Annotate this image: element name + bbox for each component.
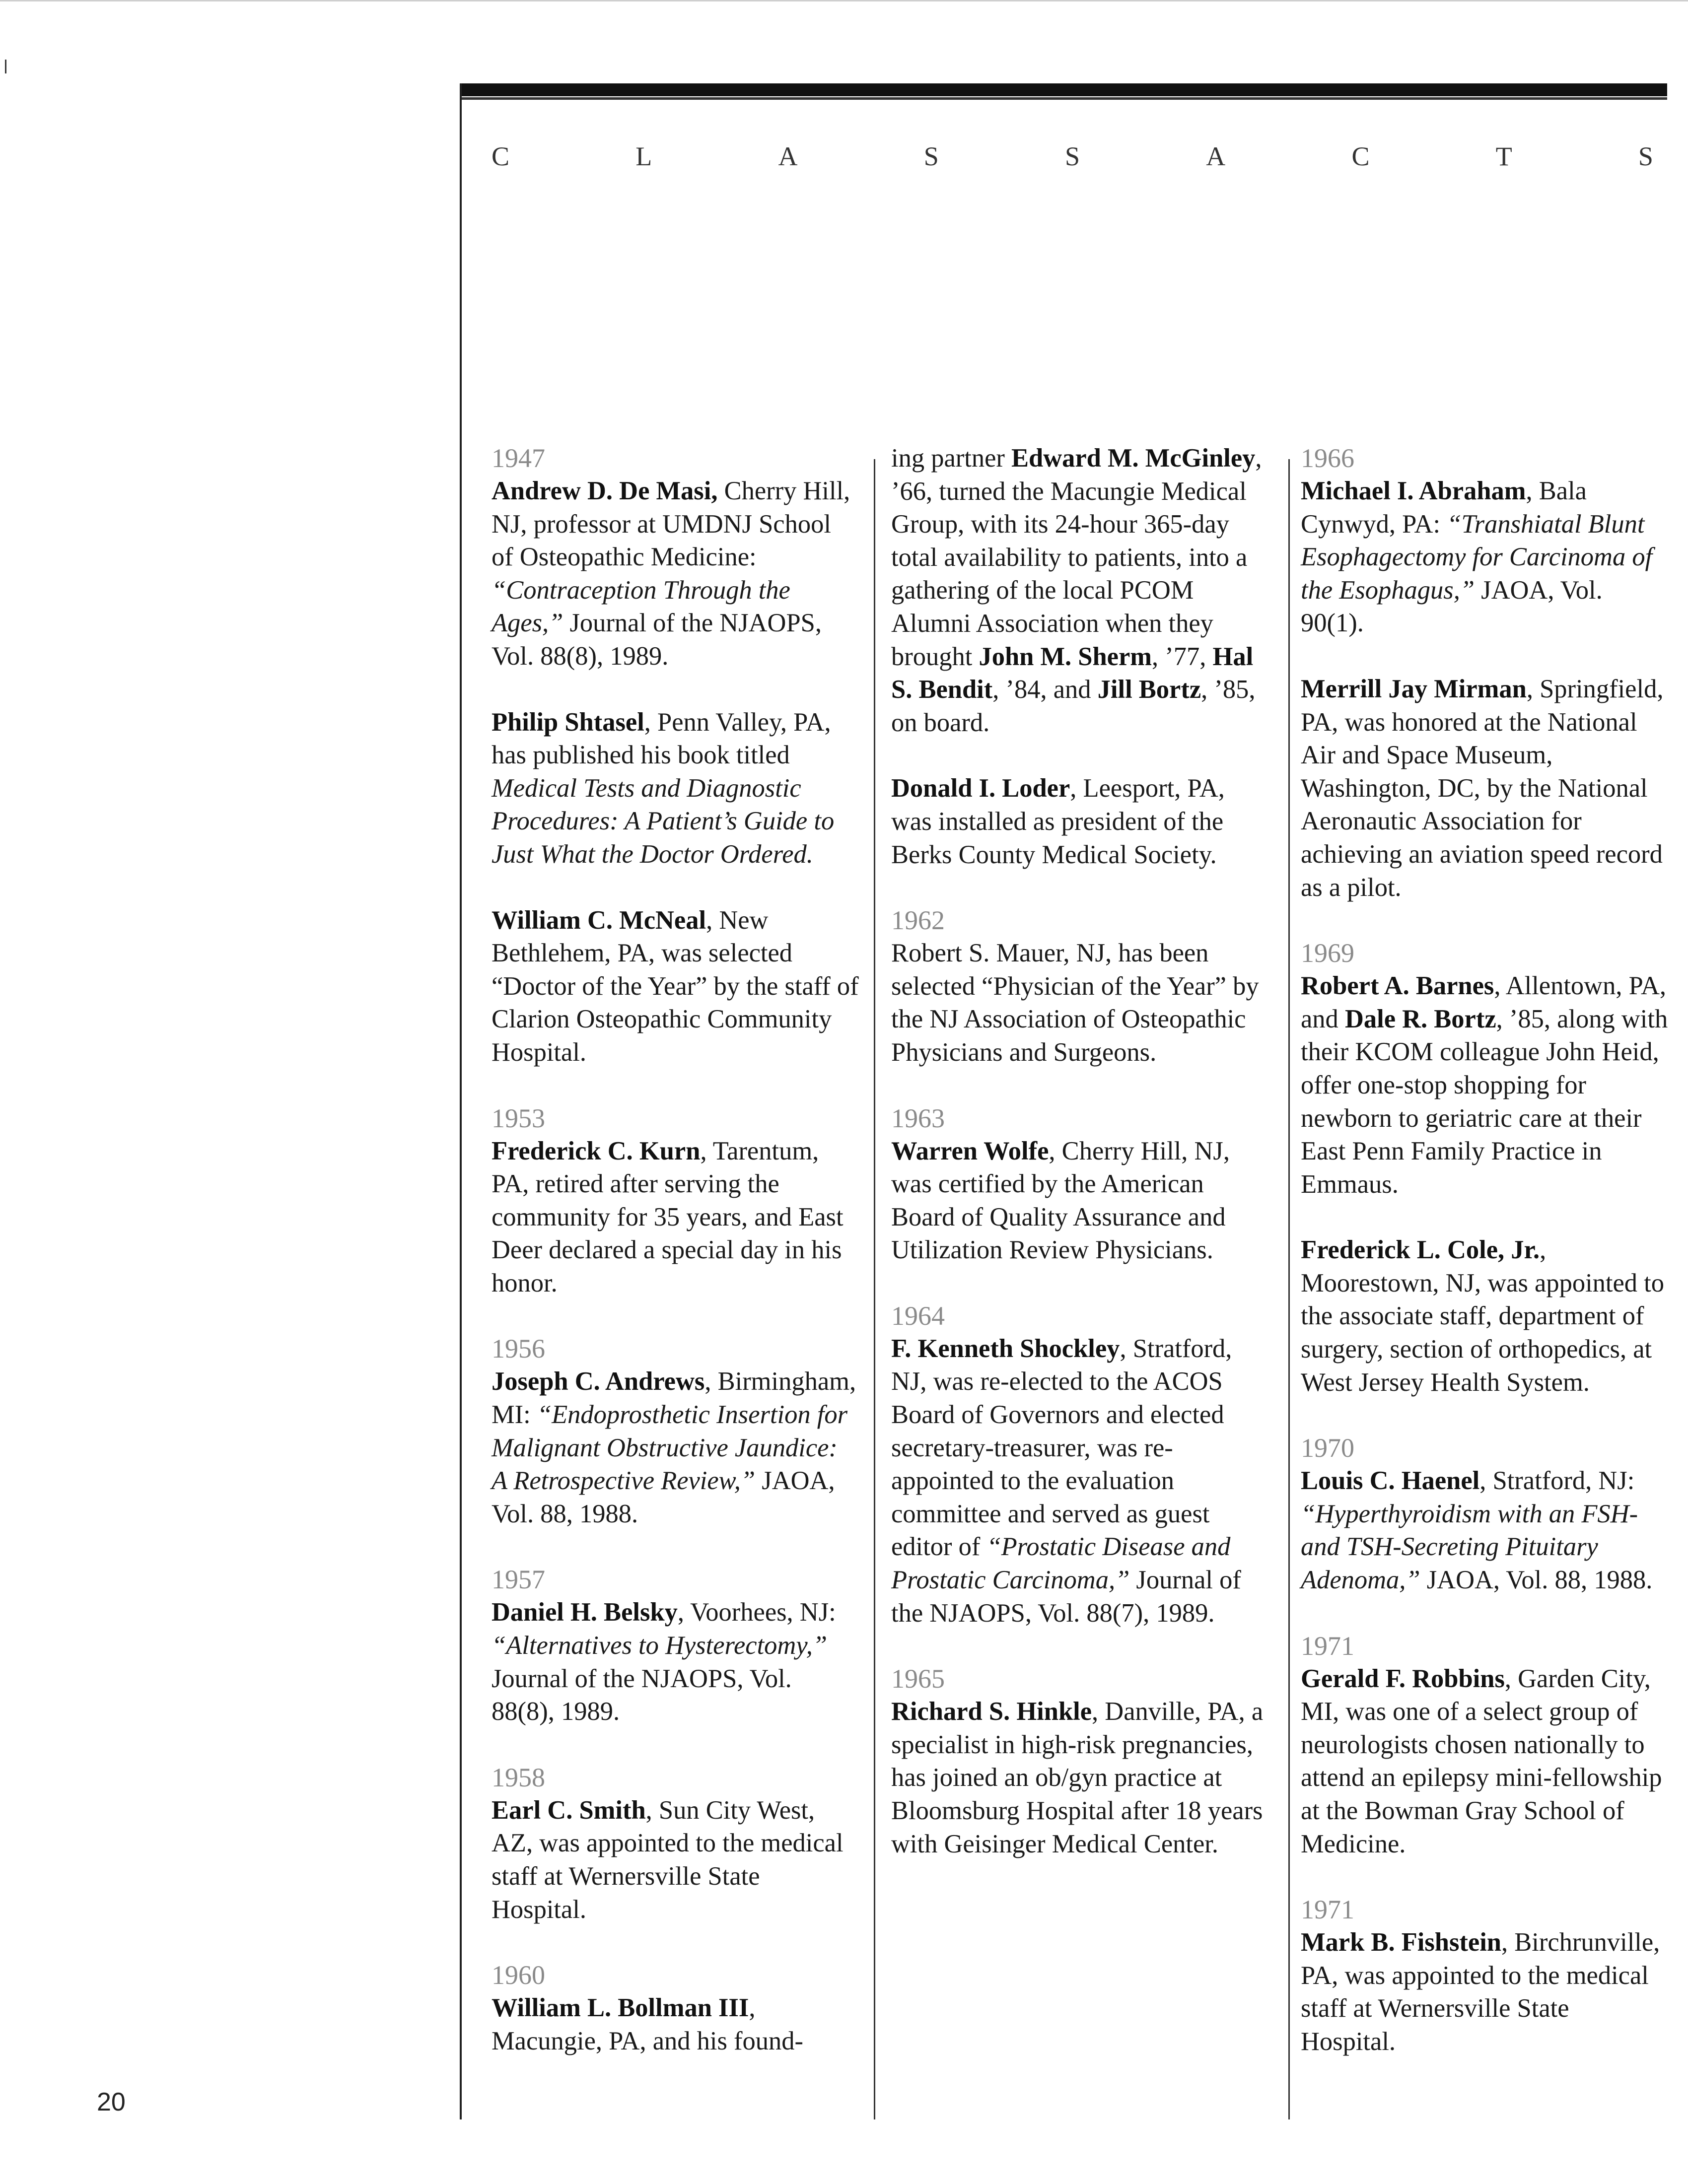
text-column-1 <box>492 442 859 2090</box>
class-note-entry <box>891 937 1268 1069</box>
alumnus-name: Andrew D. De Masi, <box>492 477 718 505</box>
text-column-3 <box>1301 442 1668 2091</box>
publication-title: “Alternatives to Hysterectomy,” <box>492 1631 828 1660</box>
class-year-heading: 1956 <box>492 1334 545 1364</box>
class-year-heading: 1969 <box>1301 938 1354 968</box>
class-note-entry <box>492 1794 859 1926</box>
header-rule <box>461 83 1667 96</box>
note-text: , Macungie, PA, and his found- <box>492 1993 804 2055</box>
heading-letter: A <box>778 141 798 171</box>
class-year-heading: 1958 <box>492 1762 545 1792</box>
heading-letter: C <box>1351 141 1370 171</box>
column-divider <box>874 459 875 2119</box>
class-year-heading: 1957 <box>492 1565 545 1595</box>
class-note-entry <box>1301 1233 1668 1399</box>
heading-letter: S <box>923 141 939 171</box>
class-note-entry <box>891 1135 1268 1267</box>
alumnus-name: Merrill Jay Mirman <box>1301 674 1527 703</box>
alumnus-name: Robert A. Barnes <box>1301 971 1494 1001</box>
heading-letter: C <box>492 141 510 171</box>
class-year-heading: 1970 <box>1301 1433 1354 1463</box>
class-note-entry <box>1301 1464 1668 1596</box>
note-text: , ’85, on board. <box>891 675 1256 737</box>
class-note-entry <box>891 442 1268 739</box>
note-text: , Danville, PA, a specialist in high-risk pregnancies, has joined an ob/gyn practice at Bloomsburg Hospital after 18 years with Geisinger Medical Center. <box>891 1697 1264 1858</box>
alumnus-name: Earl C. Smith <box>492 1795 646 1825</box>
top-edge-line <box>0 0 1688 1</box>
note-text: , Tarentum, PA, retired after serving the community for 35 years, and East Deer declared a special day in his honor. <box>492 1136 844 1297</box>
publication-title: “Contraception Through the Ages,” <box>492 575 790 638</box>
alumnus-name: Michael I. Abraham <box>1301 477 1526 505</box>
heading-letter: S <box>1638 141 1653 171</box>
alumnus-name: Mark B. Fishstein <box>1301 1928 1501 1957</box>
note-text: , Stratford, NJ, was re-elected to the ACOS Board of Governors and elected secretary-treasurer, was re-appointed to the evaluation committee and served as guest editor of <box>891 1334 1232 1562</box>
class-note-entry <box>492 1991 859 2057</box>
alumnus-name: F. Kenneth Shockley <box>891 1334 1120 1363</box>
class-note-entry <box>891 1695 1268 1860</box>
class-note-entry <box>1301 1926 1668 2058</box>
note-text: Journal of the NJAOPS, Vol. 88(8), 1989. <box>492 609 822 671</box>
class-year-heading: 1960 <box>492 1960 545 1990</box>
alumnus-name: Frederick C. Kurn <box>492 1136 701 1165</box>
heading-letter: T <box>1495 141 1512 171</box>
margin-mark <box>5 60 6 73</box>
note-text: , ’66, turned the Macungie Medical Group, with its 24-hour 365-day total availability to patients, into a gathering of the local PCOM Alumni Association when they brought <box>891 444 1262 671</box>
note-text: Journal of the NJAOPS, Vol. 88(8), 1989. <box>492 1664 792 1726</box>
alumnus-name: John M. Sherm <box>979 642 1152 671</box>
heading-letter: S <box>1064 141 1080 171</box>
alumnus-name: Edward M. McGinley <box>1011 444 1256 473</box>
publication-title: “Prostatic Disease and Prostatic Carcinoma,” <box>891 1532 1231 1595</box>
heading-letter: L <box>635 141 652 171</box>
class-year-heading: 1964 <box>891 1300 945 1331</box>
frame-left-rule <box>460 83 462 2119</box>
class-year-heading: 1971 <box>1301 1631 1354 1661</box>
class-year-heading: 1953 <box>492 1103 545 1133</box>
note-text: , Stratford, NJ: <box>1479 1466 1635 1496</box>
note-text: , Birchrunville, PA, was appointed to the medical staff at Wernersville State Hospital. <box>1301 1928 1660 2056</box>
text-column-2 <box>891 442 1268 1893</box>
alumnus-name: Philip Shtasel <box>492 707 644 737</box>
note-text: Robert S. Mauer, NJ, has been selected “Physician of the Year” by the NJ Association of Osteopathic Physicians and Surgeons. <box>891 939 1259 1067</box>
note-text: , Allentown, PA, and <box>1301 971 1667 1033</box>
publication-title: “Endoprosthetic Insertion for Malignant Obstructive Jaundice: A Retrospective Review,” <box>492 1400 848 1496</box>
class-note-entry <box>492 706 859 871</box>
note-text: , Voorhees, NJ: <box>677 1598 836 1627</box>
alumnus-name: Louis C. Haenel <box>1301 1466 1480 1496</box>
note-text: , Bala Cynwyd, PA: <box>1301 477 1587 539</box>
class-note-entry <box>492 904 859 1069</box>
class-note-entry <box>891 772 1268 871</box>
heading-letter: A <box>1206 141 1226 171</box>
note-text: , Leesport, PA, was installed as president of the Berks County Medical Society. <box>891 774 1225 869</box>
class-note-entry <box>492 1135 859 1300</box>
note-text: , Penn Valley, PA, has published his book titled <box>492 707 831 770</box>
class-note-entry <box>1301 1662 1668 1861</box>
note-text: ing partner <box>891 444 1011 473</box>
class-note-entry <box>1301 969 1668 1201</box>
note-text: JAOA, Vol. 88, 1988. <box>492 1466 835 1528</box>
class-note-entry <box>1301 673 1668 904</box>
alumnus-name: Dale R. Bortz <box>1344 1004 1496 1033</box>
column-divider <box>1288 459 1290 2119</box>
class-year-heading: 1965 <box>891 1664 945 1694</box>
alumnus-name: Frederick L. Cole, Jr. <box>1301 1235 1540 1265</box>
note-text: , ’85, along with their KCOM colleague John Heid, offer one-stop shopping for newborn to geriatric care at their East Penn Family Practice in Emmaus. <box>1301 1004 1668 1199</box>
class-note-entry <box>891 1332 1268 1630</box>
alumnus-name: Daniel H. Belsky <box>492 1598 678 1627</box>
publication-title: Medical Tests and Diagnostic Procedures: A Patient’s Guide to Just What the Doctor Ordered. <box>492 773 835 869</box>
class-note-entry <box>492 1365 859 1530</box>
header-rule-lower <box>461 97 1667 100</box>
note-text: Cherry Hill, NJ, professor at UMDNJ School of Osteopathic Medicine: <box>492 477 850 572</box>
class-note-entry <box>492 1596 859 1728</box>
class-year-heading: 1963 <box>891 1103 945 1133</box>
note-text: , Cherry Hill, NJ, was certified by the American Board of Quality Assurance and Utilization Review Physicians. <box>891 1136 1230 1265</box>
note-text: JAOA, Vol. 88, 1988. <box>1420 1566 1653 1595</box>
section-heading <box>492 134 1653 179</box>
alumnus-name: William L. Bollman III <box>492 1993 749 2023</box>
publication-title: “Transhiatal Blunt Esophagectomy for Carcinoma of the Esophagus,” <box>1301 509 1653 605</box>
note-text: , Birmingham, MI: <box>492 1367 856 1430</box>
class-note-entry <box>1301 475 1668 640</box>
class-year-heading: 1962 <box>891 905 945 936</box>
alumnus-name: William C. McNeal <box>492 905 706 935</box>
note-text: , Garden City, MI, was one of a select group of neurologists chosen nationally to attend an epilepsy mini-fellowship at the Bowman Gray School of Medicine. <box>1301 1664 1662 1858</box>
note-text: , Springfield, PA, was honored at the National Air and Space Museum, Washington, DC, by the National Aeronautic Association for achieving an aviation speed record as a pilot. <box>1301 674 1664 902</box>
note-text: , New Bethlehem, PA, was selected “Doctor of the Year” by the staff of Clarion Osteopathic Community Hospital. <box>492 905 859 1067</box>
alumnus-name: Gerald F. Robbins <box>1301 1664 1505 1693</box>
alumnus-name: Warren Wolfe <box>891 1136 1049 1165</box>
alumnus-name: Jill Bortz <box>1097 675 1201 704</box>
alumnus-name: Donald I. Loder <box>891 774 1070 803</box>
note-text: , Sun City West, AZ, was appointed to the medical staff at Wernersville State Hospital. <box>492 1795 844 1924</box>
alumnus-name: Joseph C. Andrews <box>492 1367 705 1396</box>
note-text: , ’84, and <box>992 675 1098 704</box>
alumnus-name: Hal S. Bendit <box>891 642 1254 704</box>
alumnus-name: Richard S. Hinkle <box>891 1697 1092 1726</box>
note-text: JAOA, Vol. 90(1). <box>1301 575 1603 638</box>
class-year-heading: 1971 <box>1301 1895 1354 1925</box>
class-year-heading: 1947 <box>492 443 545 473</box>
publication-title: “Hyperthyroidism with an FSH- and TSH-Secreting Pituitary Adenoma,” <box>1301 1499 1638 1595</box>
note-text: , Moorestown, NJ, was appointed to the associate staff, department of surgery, section of orthopedics, at West Jersey Health System. <box>1301 1235 1665 1397</box>
class-year-heading: 1966 <box>1301 443 1354 473</box>
note-text: Journal of the NJAOPS, Vol. 88(7), 1989. <box>891 1566 1241 1628</box>
page-number: 20 <box>97 2088 126 2116</box>
class-note-entry <box>492 475 859 673</box>
note-text: , ’77, <box>1152 642 1213 671</box>
